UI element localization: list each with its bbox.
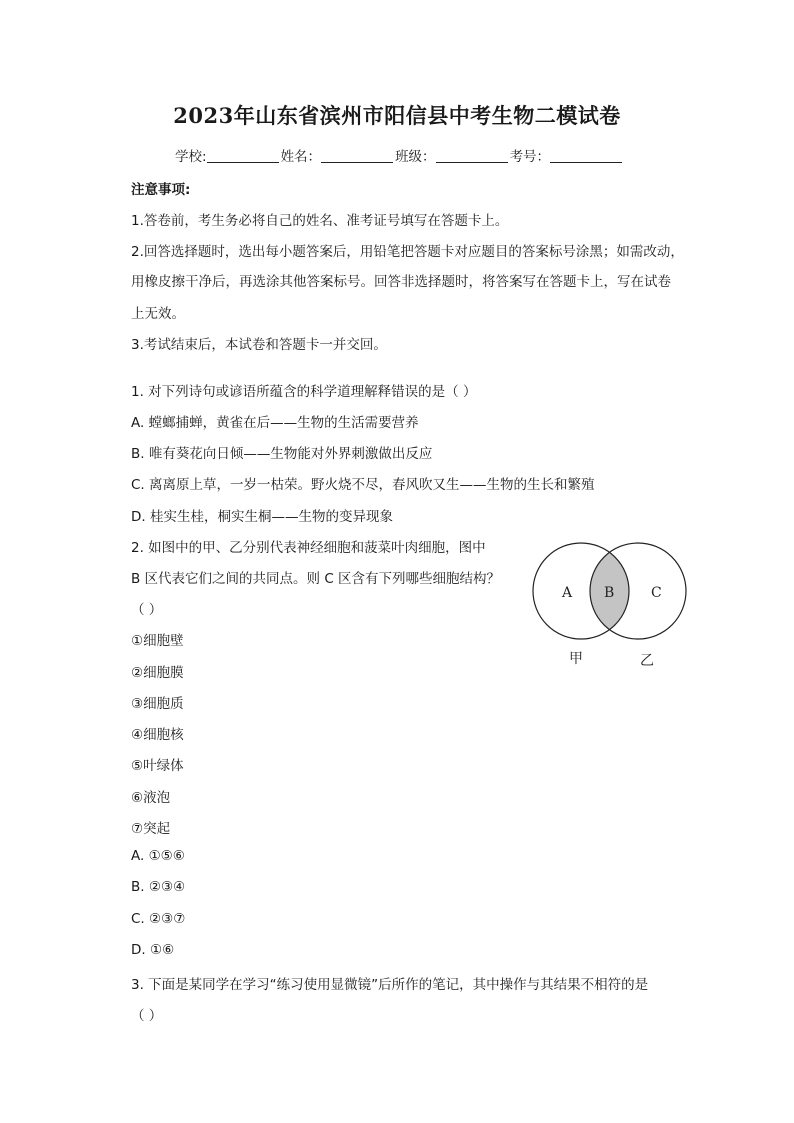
venn-label-right: 乙 bbox=[640, 653, 654, 669]
venn-label-left: 甲 bbox=[569, 651, 583, 667]
name-label: 姓名： bbox=[280, 149, 322, 165]
question-2-stem-line-3: （ ） bbox=[131, 602, 163, 618]
question-2-option-c: C. ②③⑦ bbox=[131, 911, 186, 927]
question-2-option-b: B. ②③④ bbox=[131, 879, 186, 895]
student-info-row bbox=[175, 145, 624, 165]
question-2-option-d: D. ①⑥ bbox=[131, 942, 175, 958]
notice-item-2-line-3: 上无效。 bbox=[131, 306, 185, 322]
school-blank bbox=[207, 148, 279, 163]
class-label: 班级： bbox=[395, 149, 436, 165]
question-1-option-b: B. 唯有葵花向日倾——生物能对外界刺激做出反应 bbox=[131, 446, 433, 462]
question-2-option-a: A. ①⑤⑥ bbox=[131, 848, 185, 864]
name-blank bbox=[321, 148, 393, 163]
question-1-option-d: D. 桂实生桂，桐实生桐——生物的变异现象 bbox=[131, 509, 393, 525]
question-2-stem-line-1: 2. 如图中的甲、乙分别代表神经细胞和菠菜叶肉细胞，图中 bbox=[131, 540, 486, 556]
question-3-stem-line-2: （ ） bbox=[131, 1008, 163, 1024]
school-label: 学校: bbox=[175, 149, 207, 165]
notice-item-2-line-1: 2.回答选择题时，选出每小题答案后，用铅笔把答题卡对应题目的答案标号涂黑；如需改动， bbox=[131, 244, 684, 260]
question-2-item-4: ④细胞核 bbox=[131, 727, 184, 743]
question-2-item-3: ③细胞质 bbox=[131, 696, 184, 712]
question-2-item-7: ⑦突起 bbox=[131, 821, 171, 837]
venn-label-b: B bbox=[604, 585, 615, 601]
number-blank bbox=[550, 148, 622, 163]
venn-label-c: C bbox=[651, 585, 662, 601]
question-2-item-1: ①细胞壁 bbox=[131, 633, 184, 649]
question-1-option-c: C. 离离原上草，一岁一枯荣。野火烧不尽，春风吹又生——生物的生长和繁殖 bbox=[131, 477, 595, 493]
notice-item-1: 1.答卷前，考生务必将自己的姓名、准考证号填写在答题卡上。 bbox=[131, 213, 509, 229]
venn-diagram bbox=[528, 536, 694, 676]
question-2-item-6: ⑥液泡 bbox=[131, 790, 171, 806]
notice-heading: 注意事项: bbox=[131, 182, 191, 198]
question-3-stem-line-1: 3. 下面是某同学在学习“练习使用显微镜”后所作的笔记，其中操作与其结果不相符的是 bbox=[131, 977, 649, 993]
question-1-option-a: A. 螳螂捕蝉，黄雀在后——生物的生活需要营养 bbox=[131, 415, 419, 431]
exam-title: 2023年山东省滨州市阳信县中考生物二模试卷 bbox=[173, 103, 621, 128]
question-1-stem: 1. 对下列诗句或谚语所蕴含的科学道理解释错误的是（ ） bbox=[131, 384, 477, 400]
question-2-stem-line-2: B 区代表它们之间的共同点。则 C 区含有下列哪些细胞结构？ bbox=[131, 571, 501, 587]
class-blank bbox=[436, 148, 508, 163]
question-2-item-5: ⑤叶绿体 bbox=[131, 758, 184, 774]
question-2-item-2: ②细胞膜 bbox=[131, 665, 184, 681]
notice-item-3: 3.考试结束后，本试卷和答题卡一并交回。 bbox=[131, 337, 387, 353]
venn-label-a: A bbox=[562, 585, 573, 601]
notice-item-2-line-2: 用橡皮擦干净后，再选涂其他答案标号。回答非选择题时，将答案写在答题卡上，写在试卷 bbox=[131, 274, 671, 290]
number-label: 考号： bbox=[509, 149, 551, 165]
